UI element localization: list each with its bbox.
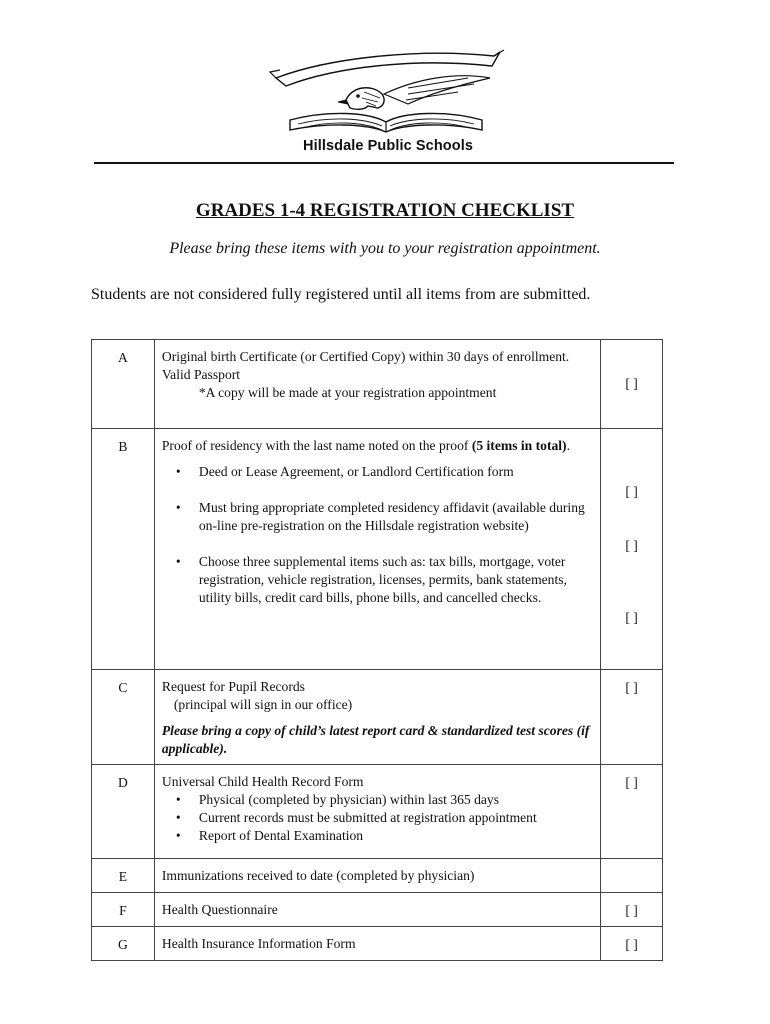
- header-divider: [94, 162, 674, 164]
- list-item: • Must bring appropriate completed residency affidavit (available during on-line pre-registration on the Hillsdale registration website): [162, 499, 594, 535]
- copy-note-text: *A copy will be made at your registration appointment: [198, 385, 497, 400]
- checkbox[interactable]: [ ]: [625, 610, 638, 625]
- checkbox-cell: [601, 340, 663, 429]
- checkbox[interactable]: [ ]: [625, 680, 638, 695]
- page-subtitle: Please bring these items with you to your registration appointment.: [169, 240, 601, 257]
- list-item: • Choose three supplemental items such as: tax bills, mortgage, voter registration, vehicle registration, licenses, permits, bank statements, utility bills, credit card bills, phone bills, and cancelled checks.: [162, 553, 594, 607]
- list-item: • Physical (completed by physician) within last 365 days: [162, 791, 594, 809]
- row-description: Health Questionnaire: [154, 893, 600, 927]
- district-logo: [268, 48, 508, 160]
- checkbox-cell: [601, 765, 663, 859]
- row-description: [154, 429, 600, 670]
- table-row: [92, 927, 663, 961]
- checkbox[interactable]: [ ]: [625, 775, 638, 790]
- row-description: Immunizations received to date (completed by physician): [154, 859, 600, 893]
- row-description: [154, 340, 600, 429]
- checkbox[interactable]: [ ]: [625, 538, 638, 553]
- row-description: Health Insurance Information Form: [154, 927, 600, 961]
- page-title: GRADES 1-4 REGISTRATION CHECKLIST: [195, 200, 575, 221]
- birth-certificate-text: Original birth Certificate (or Certified Copy) within 30 days of enrollment.: [161, 349, 570, 364]
- registration-checklist: [91, 339, 663, 961]
- checkbox-cell: [601, 893, 663, 927]
- table-row: [92, 429, 663, 670]
- checkbox-cell: [601, 670, 663, 765]
- row-letter: D: [92, 765, 155, 859]
- checkbox-cell: [601, 429, 663, 670]
- table-row: [92, 340, 663, 429]
- residency-intro-text: Proof of residency with the last name noted on the proof (5 items in total).: [161, 438, 570, 453]
- principal-sign-text: (principal will sign in our office): [173, 697, 353, 712]
- checkbox[interactable]: [ ]: [625, 903, 638, 918]
- list-item: • Report of Dental Examination: [162, 827, 594, 845]
- report-card-note: Please bring a copy of child’s latest report card & standardized test scores (if applicable).: [161, 723, 590, 756]
- table-row: [92, 670, 663, 765]
- passport-text: Valid Passport: [161, 367, 241, 382]
- table-row: [92, 893, 663, 927]
- eagle-book-emblem: [268, 48, 508, 138]
- table-row: [92, 859, 663, 893]
- checkbox-cell: [601, 859, 663, 893]
- row-description: [154, 765, 600, 859]
- checkbox[interactable]: [ ]: [625, 484, 638, 499]
- health-record-text: Universal Child Health Record Form: [161, 774, 364, 789]
- pupil-records-text: Request for Pupil Records: [161, 679, 305, 694]
- row-letter: E: [92, 859, 155, 893]
- registration-note: Students are not considered fully registered until all items from are submitted.: [91, 286, 591, 303]
- checkbox[interactable]: [ ]: [625, 376, 638, 391]
- checkbox-cell: [601, 927, 663, 961]
- checkbox[interactable]: [ ]: [625, 937, 638, 952]
- list-item: • Deed or Lease Agreement, or Landlord Certification form: [162, 463, 594, 489]
- row-letter: G: [92, 927, 155, 961]
- school-name: Hillsdale Public Schools: [303, 138, 473, 154]
- row-description: [154, 670, 600, 765]
- row-letter: B: [92, 429, 155, 670]
- row-letter: C: [92, 670, 155, 765]
- list-item: • Current records must be submitted at registration appointment: [162, 809, 594, 827]
- row-letter: F: [92, 893, 155, 927]
- table-row: [92, 765, 663, 859]
- row-letter: A: [92, 340, 155, 429]
